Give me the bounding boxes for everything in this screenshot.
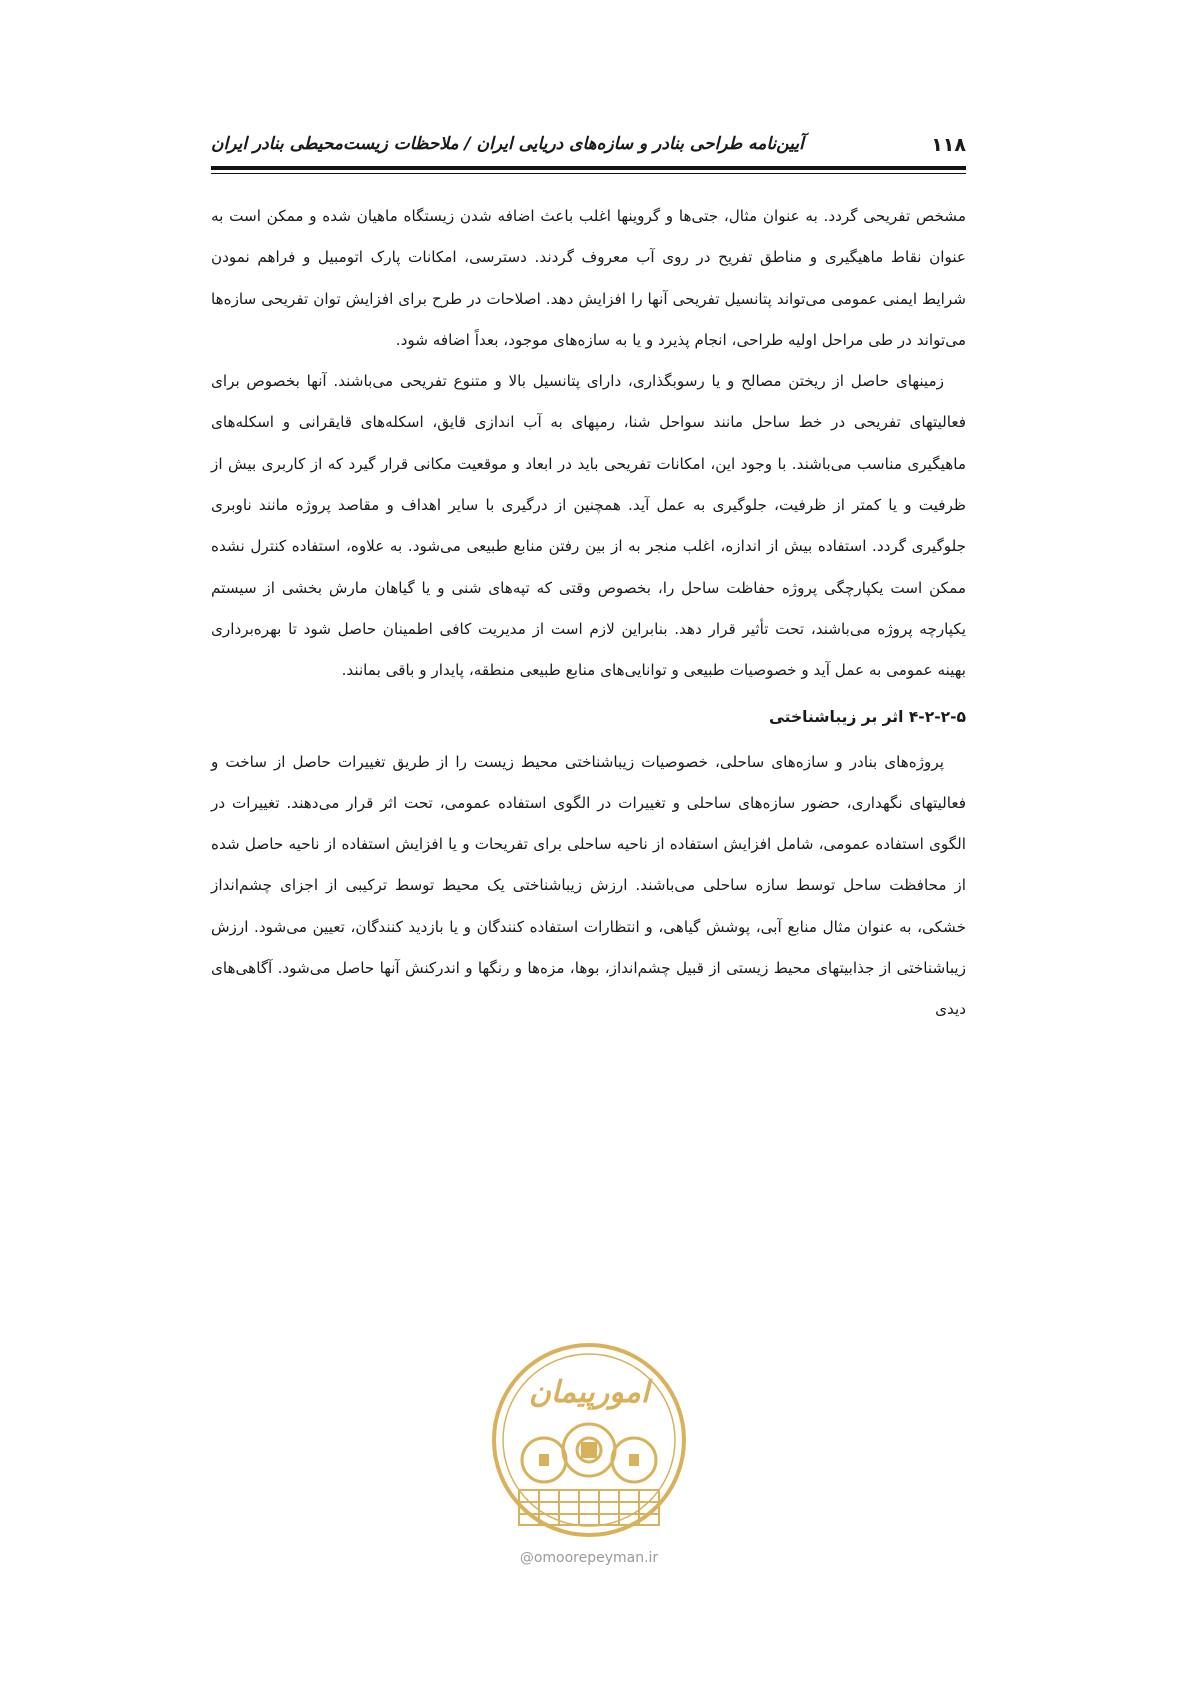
watermark-caption: @omoorepeyman.ir bbox=[519, 1550, 659, 1566]
header-rule-thin bbox=[211, 173, 966, 174]
running-title: آیین‌نامه طراحی بنادر و سازه‌های دریایی ایران / ملاحظات زیست‌محیطی بنادر ایران bbox=[211, 134, 804, 154]
section-paragraph: پروژه‌های بنادر و سازه‌های ساحلی، خصوصیات زیباشناختی محیط زیست را از طریق تغییرات حاصل از ساخت و فعالیتهای نگهداری، حضور سازه‌های ساحلی و تغییرات در الگوی استفاده عمومی، تحت اثر قرار می‌دهند. تغییرات در الگوی استفاده عمومی، شامل افزایش استفاده از ناحیه ساحلی برای تفریحات و یا افزایش استفاده از ناحیه حاصل شده از محافظت ساحل توسط سازه ساحلی می‌باشند. ارزش زیباشناختی یک محیط توسط ترکیبی از اجزای چشم‌انداز خشکی، به عنوان مثال منابع آبی، پوشش گیاهی، و انتظارات استفاده کنندگان و یا بازدید کنندگان، تعیین می‌شود. ارزش زیباشناختی از جذابیتهای محیط زیستی از قبیل چشم‌انداز، بوها، مزه‌ها و رنگها و اندرکنش آنها حاصل می‌شود. آگاهی‌های دیدی bbox=[211, 752, 966, 1019]
paragraph-1: مشخص تفریحی گردد. به عنوان مثال، جتی‌ها و گروینها اغلب باعث اضافه شدن زیستگاه ماهیان شده و ممکن است به عنوان نقاط ماهیگیری و مناطق تفریح در روی آب معروف گردند. دسترسی، امکانات پارک اتومبیل و فراهم نمودن شرایط ایمنی عمومی می‌تواند پتانسیل تفریحی آنها را افزایش دهد. اصلاحات در طرح برای افزایش توان تفریحی سازه‌ها می‌تواند در طی مراحل اولیه طراحی، انجام پذیرد و یا به سازه‌های موجود، بعداً اضافه شود. bbox=[211, 207, 966, 349]
body-text bbox=[211, 196, 966, 1031]
watermark-logo-text: امورپیمان bbox=[528, 1375, 650, 1410]
section-heading: ۴-۲-۲-۵ اثر بر زیباشناختی bbox=[768, 707, 966, 726]
paragraph-2: زمینهای حاصل از ریختن مصالح و یا رسوبگذاری، دارای پتانسیل بالا و متنوع تفریحی می‌باشند. آنها بخصوص برای فعالیتهای تفریحی در خط ساحل مانند سواحل شنا، رمپهای به آب اندازی قایق، اسکله‌های قایقرانی و اسکله‌های ماهیگیری مناسب می‌باشند. با وجود این، امکانات تفریحی باید در ابعاد و موقعیت مکانی قرار گیرد که از کاربری بیش از ظرفیت و یا کمتر از ظرفیت، جلوگیری به عمل آید. همچنین از درگیری با سایر اهداف و مقاصد پروژه مانند ناوبری جلوگیری گردد. استفاده بیش از اندازه، اغلب منجر به از بین رفتن منابع طبیعی می‌شود. به علاوه، استفاده کنترل نشده ممکن است یکپارچگی پروژه حفاظت ساحل را، بخصوص وقتی که تپه‌های شنی و یا گیاهان مارش بخشی از سیستم یکپارچه پروژه می‌باشند، تحت تأثیر قرار دهد. بنابراین لازم است از مدیریت کافی اطمینان حاصل شود تا بهره‌برداری بهینه عمومی به عمل آید و خصوصیات طبیعی و توانایی‌های منابع طبیعی منطقه، پایدار و باقی بمانند. bbox=[211, 372, 966, 680]
watermark-logo-icon bbox=[489, 1340, 689, 1550]
page-header bbox=[211, 128, 966, 164]
page-number: ۱۱۸ bbox=[931, 134, 966, 156]
header-rule-thick bbox=[211, 166, 966, 170]
